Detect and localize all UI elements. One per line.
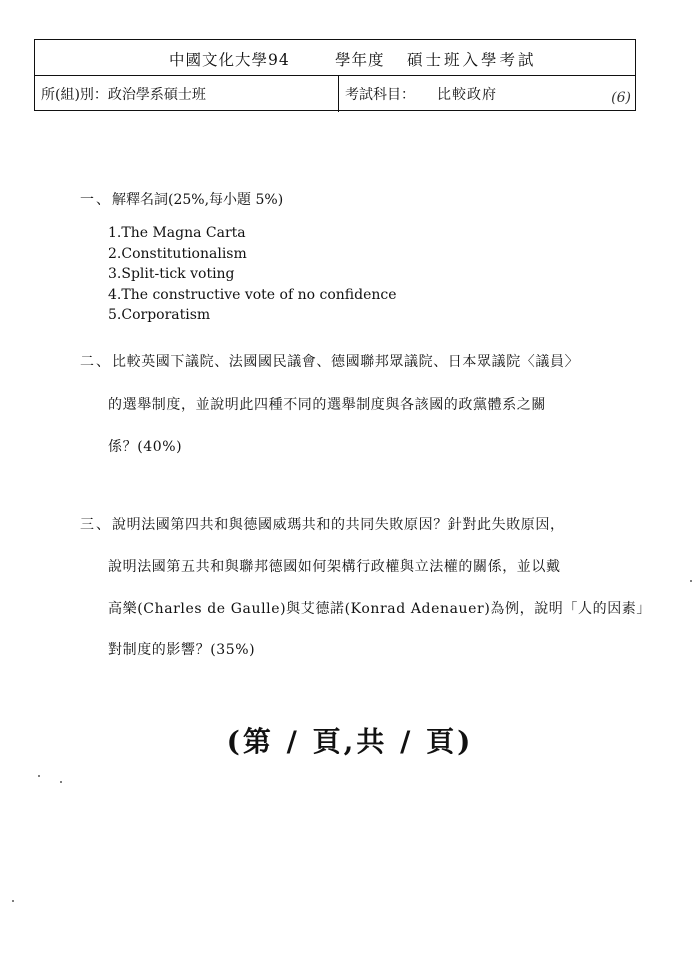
question-2-line-1 [80, 355, 579, 369]
scan-speck [60, 781, 62, 783]
exam-header-table [34, 39, 636, 111]
header-title-row [35, 40, 635, 76]
page-mark: (6) [611, 90, 631, 106]
question-1-term-list [108, 223, 397, 326]
question-3-line-1 [80, 518, 565, 532]
question-2-text: 比較英國下議院、法國國民議會、德國聯邦眾議院、日本眾議院〈議員〉 [112, 354, 580, 370]
question-1-heading [80, 193, 283, 207]
question-3-line-4: 對制度的影響？(35%) [108, 642, 256, 658]
department: 所(組)別：政治學系碩士班 [41, 87, 206, 103]
header-info-row [35, 76, 635, 112]
list-item: 2.Constitutionalism [108, 245, 247, 262]
page-footer: (第 / 頁,共 / 頁) [226, 725, 474, 758]
scan-speck [12, 900, 14, 902]
header-cell-divider [338, 76, 339, 112]
question-2-number: 二、 [80, 354, 112, 370]
school-name: 中國文化大學94 [169, 51, 290, 69]
list-item: 5.Corporatism [108, 307, 211, 323]
question-2-line-2: 的選舉制度，並說明此四種不同的選舉制度與各該國的政黨體系之關 [108, 397, 546, 413]
subject-label: 考試科目： [345, 87, 415, 103]
list-item: 1.The Magna Carta [108, 225, 246, 241]
question-3-text: 說明法國第四共和與德國威瑪共和的共同失敗原因？針對此失敗原因， [112, 517, 565, 533]
question-3-line-3: 高樂(Charles de Gaulle)與艾德諾(Konrad Adenauer)為例，說明「人的因素」 [108, 601, 651, 617]
subject-name: 比較政府 [437, 87, 497, 103]
question-1-title: 解釋名詞(25%,每小題 5%) [112, 192, 284, 208]
question-3-line-2: 說明法國第五共和與聯邦德國如何架構行政權與立法權的關係，並以戴 [108, 559, 561, 575]
exam-name: 碩士班入學考試 [407, 51, 537, 69]
scan-speck [690, 580, 692, 582]
question-3-number: 三、 [80, 517, 112, 533]
list-item: 4.The constructive vote of no confidence [108, 286, 397, 303]
question-1-number: 一、 [80, 192, 112, 208]
academic-year-label: 學年度 [335, 51, 385, 69]
question-2-line-3: 係？(40%) [108, 439, 183, 455]
scan-speck [38, 775, 40, 777]
list-item: 3.Split-tick voting [108, 266, 235, 282]
